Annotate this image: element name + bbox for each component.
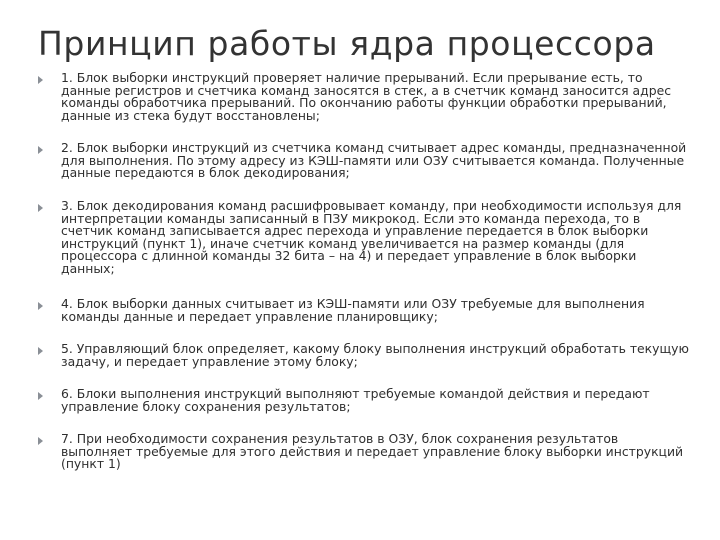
- list-item-text: 4. Блок выборки данных считывает из КЭШ-памяти или ОЗУ требуемые для выполнения команды данные и передает управление планировщику;: [61, 296, 645, 324]
- bullet-arrow-icon: [38, 392, 43, 400]
- list-item-text: 3. Блок декодирования команд расшифровывает команду, при необходимости используя для интерпретации команды записанный в ПЗУ микрокод. Если это команда перехода, то в счетчик команд записывается адрес перехода и управление передается в блок выборки инструкций (пункт 1), иначе счетчик команд увеличивается на размер команды (для процессора с длинной команды 32 бита – на 4) и передает управление в блок выборки данных;: [61, 198, 682, 276]
- bullet-arrow-icon: [38, 146, 43, 154]
- list-item-text: 5. Управляющий блок определяет, какому блоку выполнения инструкций обработать текущую задачу, и передает управление этому блоку;: [61, 341, 689, 369]
- list-item-text: 6. Блоки выполнения инструкций выполняют требуемые командой действия и передают управление блоку сохранения результатов;: [61, 386, 650, 414]
- list-item-text: 2. Блок выборки инструкций из счетчика команд считывает адрес команды, предназначенной для выполнения. По этому адресу из КЭШ-памяти или ОЗУ считывается команда. Полученные данные передаются в блок декодирования;: [61, 140, 687, 181]
- bullet-arrow-icon: [38, 347, 43, 355]
- bullet-arrow-icon: [38, 437, 43, 445]
- list-item-text: 1. Блок выборки инструкций проверяет наличие прерываний. Если прерывание есть, то данные регистров и счетчика команд заносятся в стек, а в счетчик команд заносится адрес команды обработчика прерываний. По окончанию работы функции обработки прерываний, данные из стека будут восстановлены;: [61, 70, 672, 123]
- slide-title: Принцип работы ядра процессора: [38, 24, 656, 63]
- list-item-text: 7. При необходимости сохранения результатов в ОЗУ, блок сохранения результатов выполняет требуемые для этого действия и передает управление блоку выборки инструкций (пункт 1): [61, 431, 684, 472]
- bullet-arrow-icon: [38, 302, 43, 310]
- bullet-arrow-icon: [38, 204, 43, 212]
- bullet-arrow-icon: [38, 76, 43, 84]
